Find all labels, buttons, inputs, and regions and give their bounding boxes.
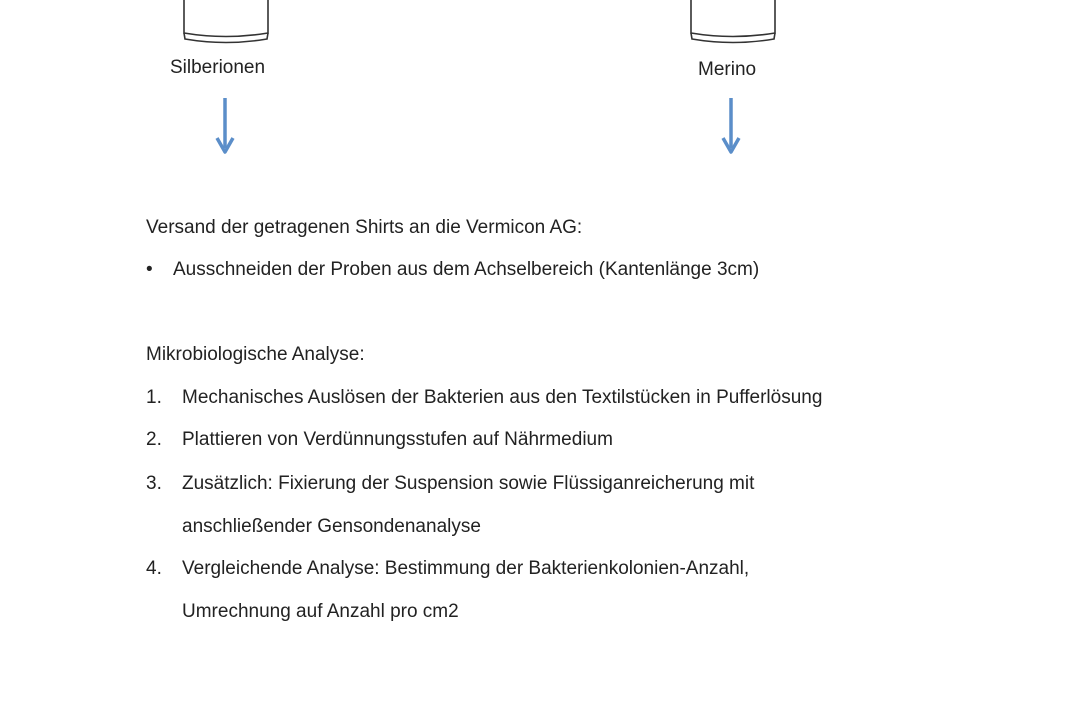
- list-marker-3: 3.: [146, 473, 162, 494]
- list-item-2: Plattieren von Verdünnungsstufen auf Nährmedium: [182, 429, 613, 450]
- list-marker-2: 2.: [146, 429, 162, 450]
- shirt-icon-silberionen: [181, 0, 271, 46]
- list-item-1: Mechanisches Auslösen der Bakterien aus den Textilstücken in Pufferlösung: [182, 387, 823, 408]
- bullet-text: Ausschneiden der Proben aus dem Achselbereich (Kantenlänge 3cm): [173, 259, 760, 280]
- arrow-down-icon: [721, 96, 741, 156]
- list-marker-4: 4.: [146, 558, 162, 579]
- arrow-down-icon: [215, 96, 235, 156]
- list-item-3-line-2: anschließender Gensondenanalyse: [182, 516, 481, 537]
- label-silberionen: Silberionen: [170, 57, 266, 78]
- list-item-3-line-1: Zusätzlich: Fixierung der Suspension sowie Flüssiganreicherung mit: [182, 473, 755, 494]
- shirt-icon-merino: [688, 0, 778, 46]
- list-item-4-line-2: Umrechnung auf Anzahl pro cm2: [182, 601, 459, 622]
- section-heading-versand: Versand der getragenen Shirts an die Vermicon AG:: [146, 217, 583, 238]
- label-merino: Merino: [698, 59, 757, 80]
- section-heading-analyse: Mikrobiologische Analyse:: [146, 344, 365, 365]
- list-item-4-line-1: Vergleichende Analyse: Bestimmung der Bakterienkolonien-Anzahl,: [182, 558, 750, 579]
- bullet-marker: •: [146, 259, 153, 280]
- list-marker-1: 1.: [146, 387, 162, 408]
